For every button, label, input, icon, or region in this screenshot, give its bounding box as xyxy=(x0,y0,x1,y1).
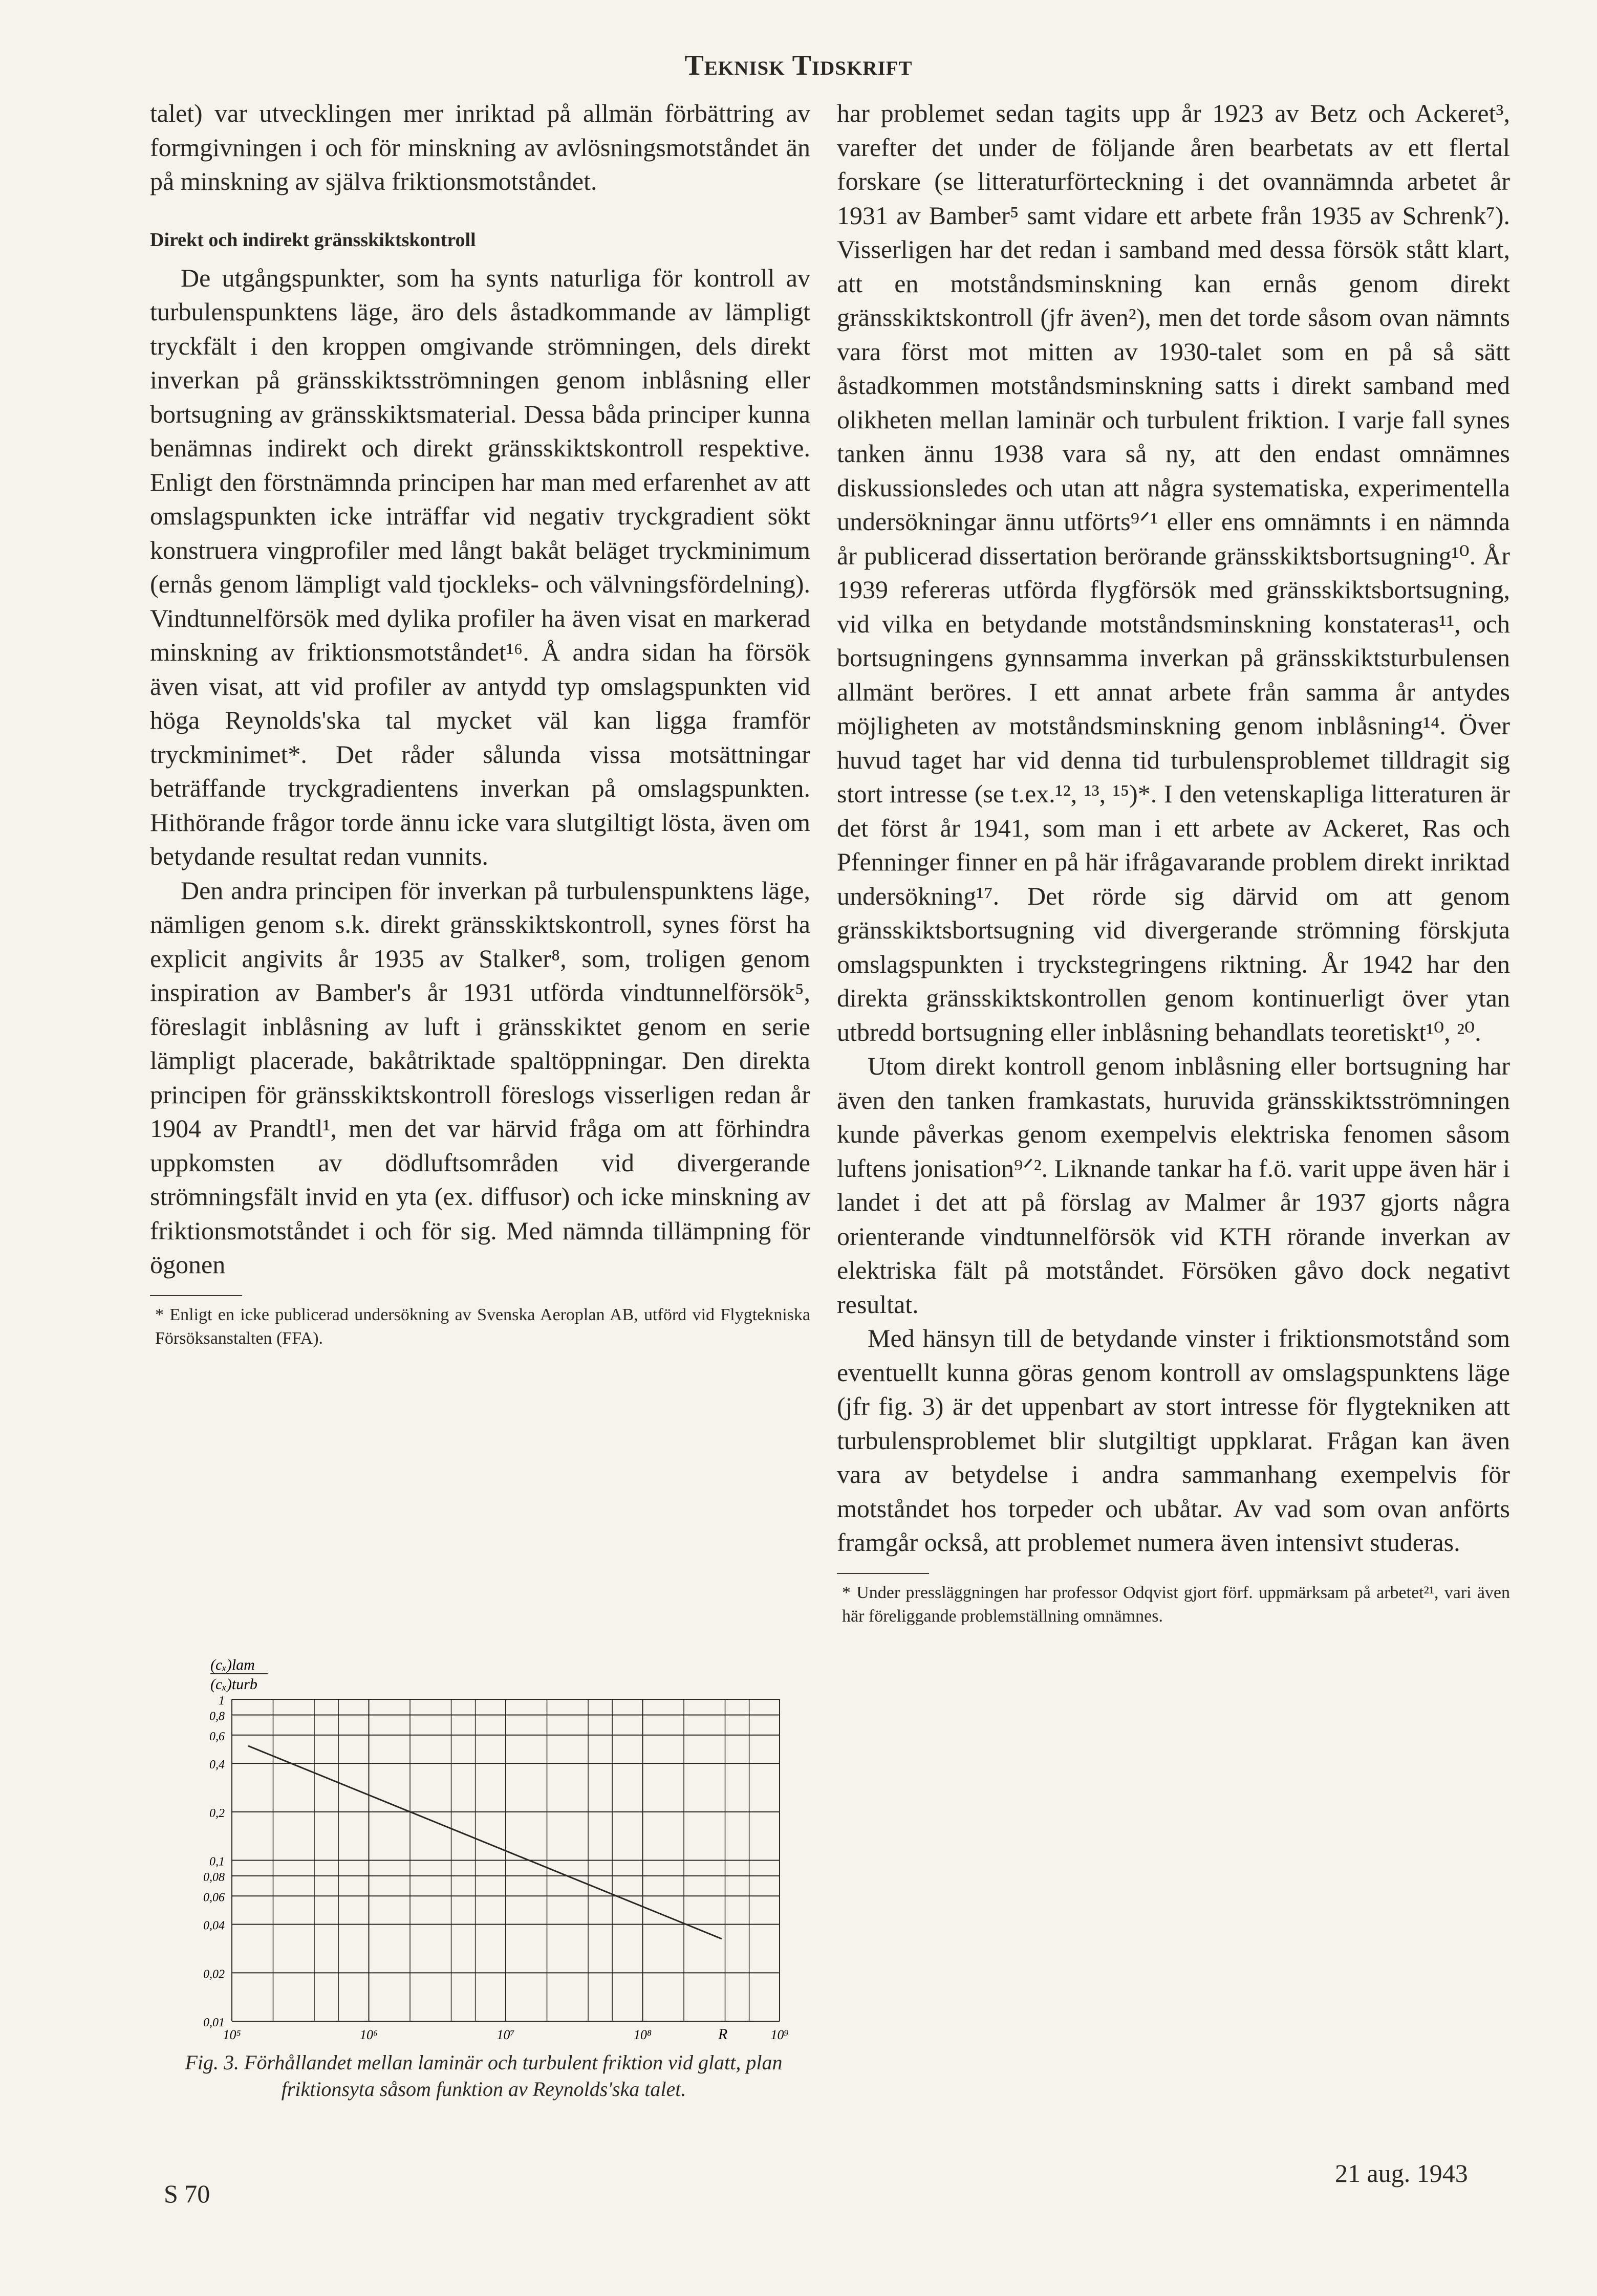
left-paragraph-2: De utgångspunkter, som ha synts naturliga för kontroll av turbulenspunktens läge, äro dels åstadkommande av lämpligt tryckfält i den kroppen omgivande strömningen, dels direkt inverkan på gränsskiktsströmningen genom inblåsning eller bortsugning av gränsskiktsmaterial. Dessa båda principer kunna benämnas indirekt och direkt gränsskiktskontroll respektive. Enligt den förstnämnda principen har man med erfarenhet av att omslagspunkten icke inträffar vid negativ tryckgradient sökt konstruera vingprofiler med långt bakåt beläget tryckminimum (ernås genom lämpligt vald tjockleks- och välvningsfördelning). Vindtunnelförsök med dylika profiler ha även visat en markerad minskning av friktionsmotståndet¹⁶. Å andra sidan ha försök även visat, att vid profiler av antydd typ omslagspunkten vid höga Reynolds'ska tal mycket väl kan ligga framför tryckminimet*. Det råder sålunda vissa motsättningar beträffande tryckgradientens inverkan på omslagspunkten. Hithörande frågor torde ännu icke vara slutgiltigt lösta, även om betydande resultat redan vunnits. xyxy=(150,263,810,870)
y-tick-label: 0,6 xyxy=(209,1730,225,1743)
footnote-rule xyxy=(150,1295,242,1296)
left-paragraph-3: Den andra principen för inverkan på turbulenspunktens läge, nämligen genom s.k. direkt gränsskiktskontroll, synes först ha explicit angivits år 1935 av Stalker⁸, som, troligen genom inspiration av Bamber's år 1931 utförda vindtunnelförsök⁵, föreslagit inblåsning av luft i gränsskiktet genom en serie lämpligt placerade, bakåtriktade spaltöppningar. Den direkta principen för gränsskiktskontroll föreslogs visserligen redan år 1904 av Prandtl¹, men det var härvid fråga om att förhindra uppkomsten av dödluftsområden vid divergerande strömningsfält invid en yta (ex. diffusor) och icke minskning av friktionsmotståndet i och för sig. Med nämnda tillämpning för ögonen xyxy=(150,876,810,1279)
x-tick-label: 10⁷ xyxy=(497,2027,515,2042)
y-tick-label: 0,02 xyxy=(203,1967,225,1981)
issue-date: 21 aug. 1943 xyxy=(1335,2159,1468,2188)
footnote-rule xyxy=(837,1573,929,1574)
left-footnote: * Enligt en icke publicerad undersökning av Svenska Aeroplan AB, utförd vid Flygtekniska Försöksanstalten (FFA). xyxy=(155,1305,810,1348)
x-tick-labels xyxy=(223,2027,788,2042)
right-paragraph-1: har problemet sedan tagits upp år 1923 av Betz och Ackeret³, varefter det under de följande åren bearbetats av ett flertal forskare (se litteraturförteckning i det ovannämnda arbetet år 1931 av Bamber⁵ samt vidare ett arbete från 1935 av Schrenk⁷). Visserligen har det redan i samband med dessa försök stått klart, att en motståndsminskning kan ernås genom direkt gränsskiktskontroll (jfr även²), men det torde såsom ovan nämnts vara först mot mitten av 1930-talet som en på så sätt åstadkommen motståndsminskning satts i direkt samband med olikheten mellan laminär och turbulent friktion. I varje fall synes tanken ännu 1938 vara så ny, att den endast omnämnes diskussionsledes och utan att några systematiska, experimentella undersökningar ännu utförts⁹ᐟ¹ eller ens omnämnts i en nämnda år publicerad dissertation berörande gränsskiktsbortsugning¹⁰. År 1939 refereras utförda flygförsök med gränsskiktsbortsugning, vid vilka en betydande motståndsminskning konstateras¹¹, och bortsugningens gynnsamma inverkan på gränsskiktsturbulensen allmänt beröres. I ett annat arbete från samma år antydes möjligheten av motståndsminskning genom inblåsning¹⁴. Över huvud taget har vid denna tid turbulensproblemet tilldragit sig stort intresse (se t.ex.¹², ¹³, ¹⁵)*. I den vetenskapliga litteraturen är det först år 1941, som man i ett arbete av Ackeret, Ras och Pfenninger finner en på här ifrågavarande problem direkt inriktad undersökning¹⁷. Det rörde sig därvid om att genom gränsskiktsbortsugning vid divergerande strömning förskjuta omslagspunkten i tryckstegringens riktning. År 1942 har den direkta gränsskiktskontrollen genom kontinuerligt över ytan utbredd bortsugning eller inblåsning behandlats teoretiskt¹⁰, ²⁰. xyxy=(837,99,1510,1046)
y-tick-label: 0,08 xyxy=(203,1870,225,1884)
x-tick-label: 10⁹ xyxy=(770,2027,789,2042)
y-tick-label: 0,4 xyxy=(209,1758,225,1772)
y-tick-label: 0,06 xyxy=(203,1891,225,1905)
left-column xyxy=(150,96,810,1350)
right-paragraph-2: Utom direkt kontroll genom inblåsning eller bortsugning har även den tanken framkastats, huruvida gränsskiktsströmningen kunde påverkas genom exempelvis elektriska fenomen såsom luftens jonisation⁹ᐟ². Liknande tankar ha f.ö. varit uppe även här i landet i det att på förslag av Malmer år 1937 gjorts några orienterande vindtunnelförsök vid KTH rörande inverkan av elektriska fält på motståndet. Försöken gåvo dock negativt resultat. xyxy=(837,1052,1510,1319)
y-axis-label-top: (cₓ)lam xyxy=(210,1656,255,1673)
figure-caption: Fig. 3. Förhållandet mellan laminär och turbulent friktion vid glatt, plan friktionsyta såsom funktion av Reynolds'ska talet. xyxy=(185,2051,783,2101)
x-tick-label: 10⁸ xyxy=(633,2027,652,2042)
left-paragraph-1: talet) var utvecklingen mer inriktad på allmän förbättring av formgivningen i och för minskning av avlösningsmotståndet än på minskning av själva friktionsmotståndet. xyxy=(150,99,810,195)
x-tick-label: 10⁶ xyxy=(359,2027,378,2042)
y-tick-label: 0,2 xyxy=(209,1806,225,1820)
section-heading: Direkt och indirekt gränsskiktskontroll xyxy=(150,229,476,251)
y-tick-label: 0,1 xyxy=(209,1855,225,1869)
y-tick-label: 0,04 xyxy=(203,1919,225,1933)
y-tick-label: 0,01 xyxy=(203,2016,225,2029)
y-tick-label: 0,8 xyxy=(209,1710,225,1723)
y-axis-label-bottom: (cₓ)turb xyxy=(210,1676,257,1693)
plot-grid xyxy=(232,1699,780,2021)
figure-3-plot xyxy=(150,1650,810,2049)
journal-title: Teknisk Tidskrift xyxy=(684,50,913,81)
x-tick-label: 10⁵ xyxy=(223,2027,241,2042)
y-tick-labels xyxy=(203,1694,225,2029)
right-column xyxy=(837,96,1510,1628)
right-paragraph-3: Med hänsyn till de betydande vinster i friktionsmotstånd som eventuellt kunna göras genom kontroll av omslagspunktens läge (jfr fig. 3) är det uppenbart av stort intresse för flygtekniken att turbulensproblemet blir slutgiltigt uppklarat. Frågan kan även vara av betydelse i andra sammanhang exempelvis för motståndet hos torpeder och ubåtar. Av vad som ovan anförts framgår också, att problemet numera även intensivt studeras. xyxy=(837,1324,1510,1557)
right-footnote: * Under pressläggningen har professor Odqvist gjort förf. uppmärksam på arbetet²¹, vari även här föreliggande problemställning omnämnes. xyxy=(842,1583,1510,1626)
x-axis-label: R xyxy=(718,2026,728,2043)
y-tick-label: 1 xyxy=(219,1694,225,1708)
ratio-curve xyxy=(248,1746,722,1939)
page-number: S 70 xyxy=(164,2179,210,2208)
figure-3 xyxy=(150,1650,810,2049)
